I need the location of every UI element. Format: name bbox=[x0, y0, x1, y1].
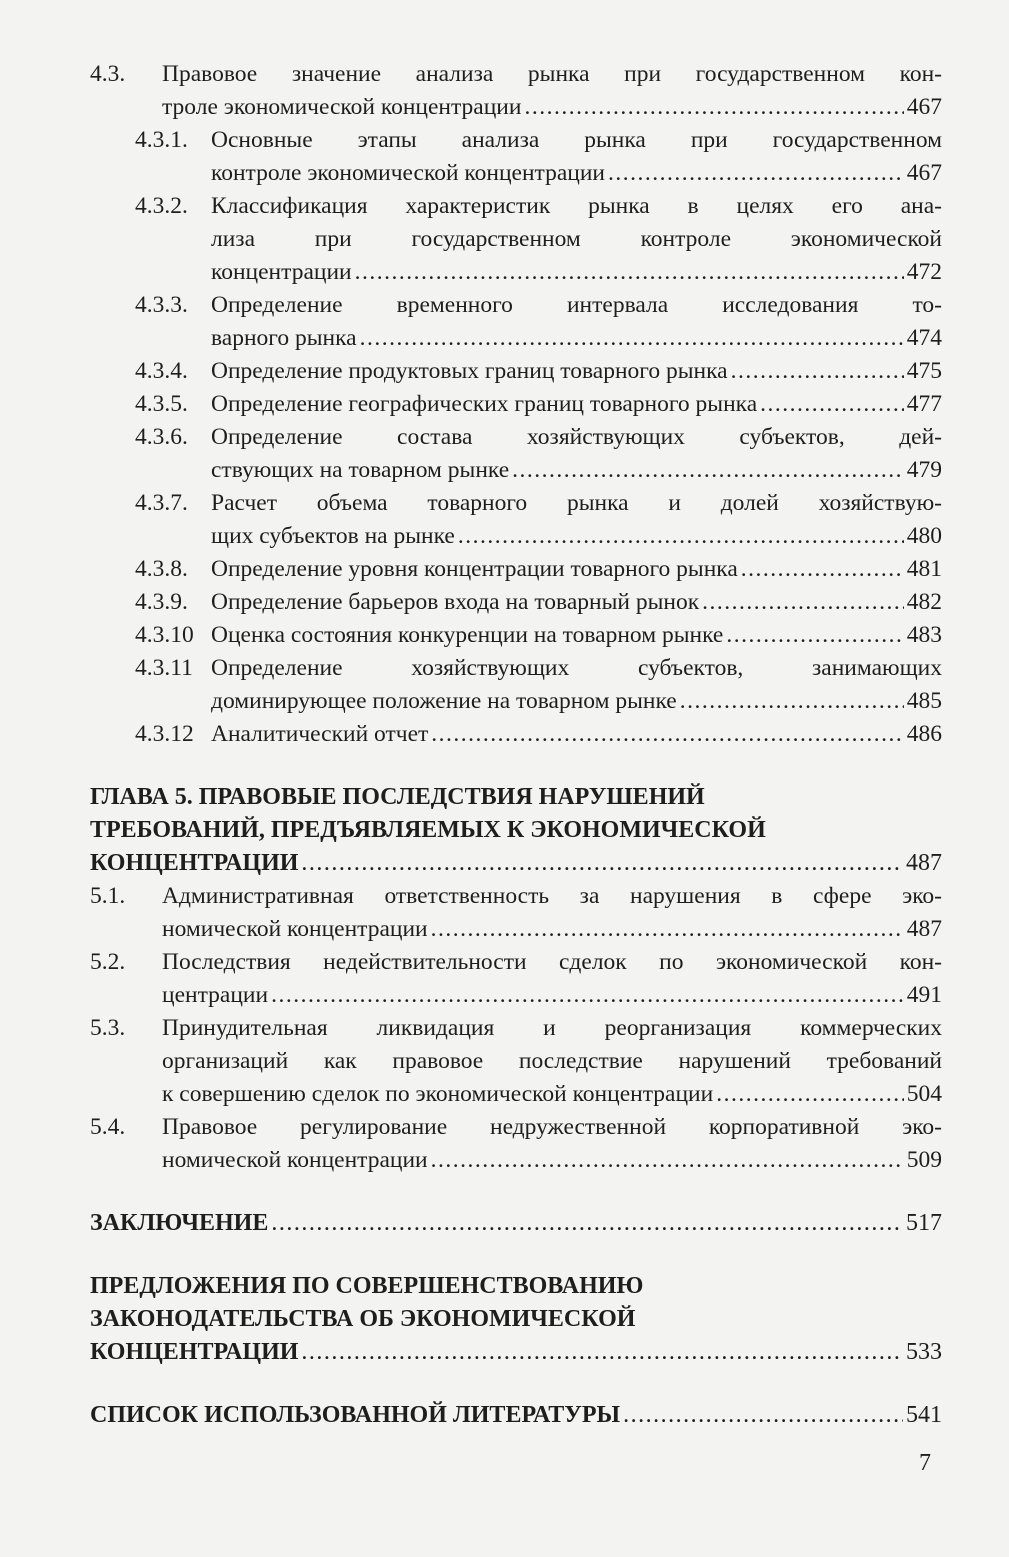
dot-leader bbox=[760, 388, 904, 421]
chapter-title-line: ТРЕБОВАНИЙ, ПРЕДЪЯВЛЯЕМЫХ К ЭКОНОМИЧЕСКОЙ bbox=[90, 817, 766, 843]
dot-leader bbox=[458, 520, 904, 553]
toc-entry-4-3-4 bbox=[90, 355, 942, 388]
entry-text-line: Принудительная ликвидация и реорганизация коммерческих bbox=[162, 1015, 942, 1041]
dot-leader bbox=[716, 1078, 904, 1111]
section-number: 4.3.11 bbox=[135, 655, 193, 681]
section-number: 5.1. bbox=[90, 883, 126, 909]
entry-text-line: лиза при государственном контроле экономической bbox=[211, 226, 942, 252]
toc-entry-4-3-6 bbox=[90, 421, 942, 487]
entry-text-line: номической концентрации bbox=[162, 1147, 428, 1173]
table-of-contents bbox=[90, 58, 942, 1432]
entry-text-line: Правовое значение анализа рынка при государственном кон- bbox=[162, 61, 942, 87]
entry-text-line: ствующих на товарном рынке bbox=[211, 457, 510, 483]
dot-leader bbox=[680, 685, 904, 718]
entry-text-line: центрации bbox=[162, 982, 269, 1008]
entry-text-line: Расчет объема товарного рынка и долей хозяйствую- bbox=[211, 490, 942, 516]
dot-leader bbox=[360, 322, 904, 355]
page-ref: 481 bbox=[906, 556, 942, 582]
toc-entry-4-3-1 bbox=[90, 124, 942, 190]
entry-text-line: троле экономической концентрации bbox=[162, 94, 522, 120]
page-ref: 487 bbox=[906, 916, 942, 942]
dot-leader bbox=[702, 586, 904, 619]
dot-leader bbox=[524, 91, 903, 124]
dot-leader bbox=[623, 1399, 903, 1432]
entry-text-line: доминирующее положение на товарном рынке bbox=[211, 688, 677, 714]
page-number: 7 bbox=[919, 1450, 931, 1476]
toc-entry-4-3-5 bbox=[90, 388, 942, 421]
dot-leader bbox=[271, 1207, 903, 1240]
section-number: 4.3.5. bbox=[135, 391, 188, 417]
entry-text-line: Классификация характеристик рынка в целях его ана- bbox=[211, 193, 942, 219]
chapter-title-line: ПРЕДЛОЖЕНИЯ ПО СОВЕРШЕНСТВОВАНИЮ bbox=[90, 1273, 644, 1299]
page-ref: 533 bbox=[906, 1339, 942, 1365]
entry-text-line: Последствия недействительности сделок по экономической кон- bbox=[162, 949, 942, 975]
dot-leader bbox=[512, 454, 904, 487]
chapter-title-line: КОНЦЕНТРАЦИИ bbox=[90, 850, 299, 876]
toc-entry-5-1 bbox=[90, 880, 942, 946]
section-number: 5.4. bbox=[90, 1114, 126, 1140]
page-ref: 509 bbox=[906, 1147, 942, 1173]
section-number: 4.3.4. bbox=[135, 358, 188, 384]
page-ref: 487 bbox=[906, 850, 942, 876]
toc-entry-5-2 bbox=[90, 946, 942, 1012]
chapter-title-line: ГЛАВА 5. ПРАВОВЫЕ ПОСЛЕДСТВИЯ НАРУШЕНИЙ bbox=[90, 784, 705, 810]
dot-leader bbox=[431, 913, 904, 946]
section-number: 4.3. bbox=[90, 61, 126, 87]
chapter-title-line: СПИСОК ИСПОЛЬЗОВАННОЙ ЛИТЕРАТУРЫ bbox=[90, 1402, 621, 1428]
dot-leader bbox=[301, 847, 903, 880]
toc-entry-4-3-3 bbox=[90, 289, 942, 355]
entry-text-line: Определение географических границ товарного рынка bbox=[211, 391, 758, 417]
dot-leader bbox=[741, 553, 904, 586]
dot-leader bbox=[271, 979, 904, 1012]
toc-conclusion bbox=[90, 1207, 942, 1240]
toc-entry-4-3-10 bbox=[90, 619, 942, 652]
toc-entry-4-3-12 bbox=[90, 718, 942, 751]
toc-entry-5-3 bbox=[90, 1012, 942, 1111]
page-ref: 480 bbox=[906, 523, 942, 549]
section-number: 4.3.8. bbox=[135, 556, 188, 582]
toc-entry-4-3-7 bbox=[90, 487, 942, 553]
entry-text-line: Определение уровня концентрации товарного рынка bbox=[211, 556, 738, 582]
toc-proposals bbox=[90, 1270, 942, 1369]
page-ref: 467 bbox=[906, 94, 942, 120]
page-ref: 479 bbox=[906, 457, 942, 483]
toc-entry-5-4 bbox=[90, 1111, 942, 1177]
toc-entry-4-3-2 bbox=[90, 190, 942, 289]
dot-leader bbox=[431, 718, 903, 751]
page-ref: 472 bbox=[906, 259, 942, 285]
entry-text-line: организаций как правовое последствие нарушений требований bbox=[162, 1048, 942, 1074]
entry-text-line: к совершению сделок по экономической концентрации bbox=[162, 1081, 714, 1107]
entry-text-line: Административная ответственность за нарушения в сфере эко- bbox=[162, 883, 942, 909]
entry-text-line: Определение продуктовых границ товарного рынка bbox=[211, 358, 728, 384]
page-ref: 517 bbox=[906, 1210, 942, 1236]
section-number: 4.3.2. bbox=[135, 193, 188, 219]
dot-leader bbox=[726, 619, 903, 652]
entry-text-line: Определение состава хозяйствующих субъектов, дей- bbox=[211, 424, 942, 450]
dot-leader bbox=[608, 157, 904, 190]
dot-leader bbox=[431, 1144, 904, 1177]
chapter-title-line: ЗАКОНОДАТЕЛЬСТВА ОБ ЭКОНОМИЧЕСКОЙ bbox=[90, 1306, 636, 1332]
section-number: 4.3.7. bbox=[135, 490, 188, 516]
entry-text-line: щих субъектов на рынке bbox=[211, 523, 455, 549]
toc-entry-4-3-11 bbox=[90, 652, 942, 718]
section-number: 4.3.6. bbox=[135, 424, 188, 450]
section-number: 4.3.12 bbox=[135, 721, 194, 747]
chapter-title-line: КОНЦЕНТРАЦИИ bbox=[90, 1339, 299, 1365]
dot-leader bbox=[731, 355, 904, 388]
entry-text-line: Оценка состояния конкуренции на товарном рынке bbox=[211, 622, 724, 648]
section-number: 4.3.10 bbox=[135, 622, 194, 648]
page-ref: 482 bbox=[906, 589, 942, 615]
entry-text-line: Определение хозяйствующих субъектов, занимающих bbox=[211, 655, 942, 681]
toc-bibliography bbox=[90, 1399, 942, 1432]
page-ref: 486 bbox=[906, 721, 942, 747]
page-ref: 475 bbox=[906, 358, 942, 384]
section-number: 4.3.1. bbox=[135, 127, 188, 153]
page-ref: 467 bbox=[906, 160, 942, 186]
page-ref: 477 bbox=[906, 391, 942, 417]
dot-leader bbox=[355, 256, 904, 289]
entry-text-line: Определение временного интервала исследования то- bbox=[211, 292, 942, 318]
toc-chapter-5 bbox=[90, 781, 942, 880]
page-ref: 491 bbox=[906, 982, 942, 1008]
entry-text-line: варного рынка bbox=[211, 325, 357, 351]
entry-text-line: Аналитический отчет bbox=[211, 721, 429, 747]
page-ref: 485 bbox=[906, 688, 942, 714]
toc-entry-4-3-8 bbox=[90, 553, 942, 586]
section-number: 4.3.3. bbox=[135, 292, 188, 318]
entry-text-line: Определение барьеров входа на товарный рынок bbox=[211, 589, 700, 615]
toc-entry-4-3-9 bbox=[90, 586, 942, 619]
entry-text-line: концентрации bbox=[211, 259, 352, 285]
page-ref: 541 bbox=[906, 1402, 942, 1428]
chapter-title-line: ЗАКЛЮЧЕНИЕ bbox=[90, 1210, 269, 1236]
entry-text-line: номической концентрации bbox=[162, 916, 428, 942]
entry-text-line: Правовое регулирование недружественной корпоративной эко- bbox=[162, 1114, 942, 1140]
section-number: 5.3. bbox=[90, 1015, 126, 1041]
page-ref: 504 bbox=[906, 1081, 942, 1107]
page-ref: 483 bbox=[906, 622, 942, 648]
section-number: 5.2. bbox=[90, 949, 126, 975]
section-number: 4.3.9. bbox=[135, 589, 188, 615]
entry-text-line: контроле экономической концентрации bbox=[211, 160, 606, 186]
entry-text-line: Основные этапы анализа рынка при государственном bbox=[211, 127, 942, 153]
dot-leader bbox=[301, 1336, 903, 1369]
page-ref: 474 bbox=[906, 325, 942, 351]
toc-entry-4-3 bbox=[90, 58, 942, 124]
